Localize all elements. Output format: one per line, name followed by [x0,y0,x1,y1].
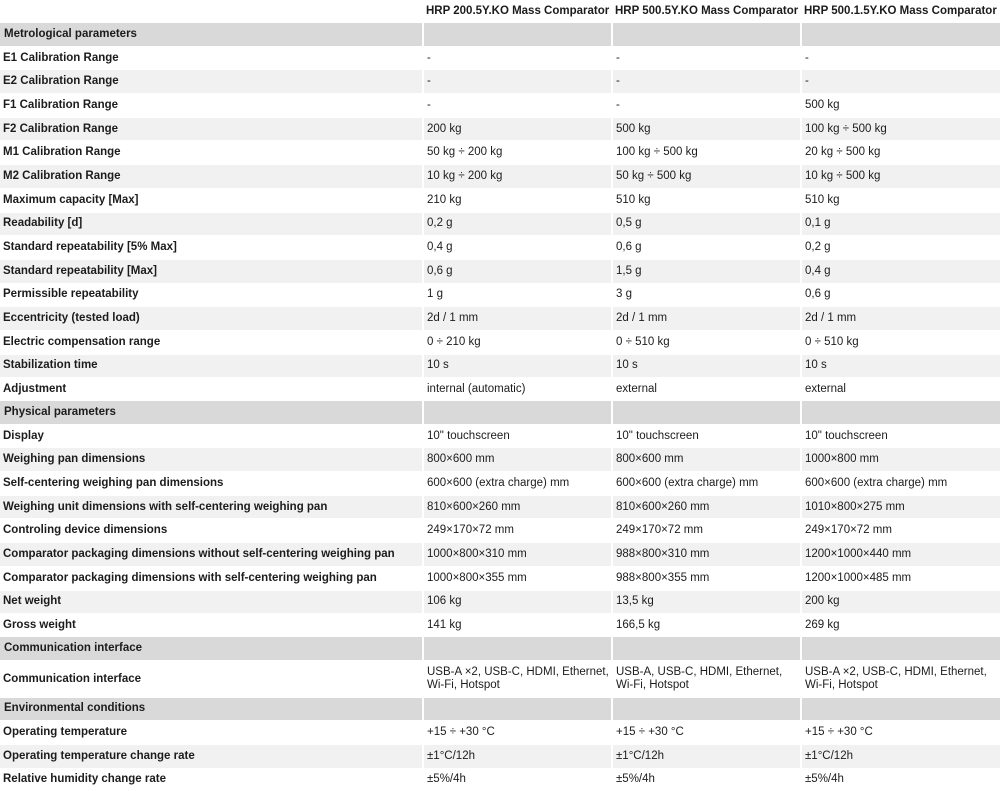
section-header-row [0,23,1000,46]
value-cell: 2d / 1 mm [613,306,802,330]
value-cell: USB-A ×2, USB-C, HDMI, Ethernet, Wi-Fi, Hotspot [802,660,1000,698]
value-cell: 500 kg [613,117,802,141]
value-cell: 800×600 mm [424,447,613,471]
table-row [0,188,1000,212]
table-row [0,471,1000,495]
table-row [0,283,1000,307]
row-label: Readability [d] [0,212,424,236]
table-row [0,117,1000,141]
value-cell: ±5%/4h [613,768,802,791]
value-cell: - [802,46,1000,70]
value-cell: 10" touchscreen [613,424,802,448]
value-cell: 269 kg [802,613,1000,637]
value-cell: 100 kg ÷ 500 kg [613,140,802,164]
row-label: Net weight [0,590,424,614]
row-label: Maximum capacity [Max] [0,188,424,212]
row-label: Comparator packaging dimensions with self-centering weighing pan [0,566,424,590]
value-cell: +15 ÷ +30 °C [802,720,1000,744]
value-cell: 10 kg ÷ 500 kg [802,164,1000,188]
row-label: Communication interface [0,660,424,698]
row-label: Comparator packaging dimensions without self-centering weighing pan [0,542,424,566]
value-cell: 249×170×72 mm [613,518,802,542]
value-cell: 500 kg [802,93,1000,117]
value-cell: 988×800×310 mm [613,542,802,566]
value-cell: 1010×800×275 mm [802,495,1000,519]
value-cell: 0,4 g [802,259,1000,283]
value-cell: ±1°C/12h [802,744,1000,768]
table-row [0,354,1000,378]
section-filler-cell [424,401,613,424]
row-label: Adjustment [0,377,424,401]
value-cell: 600×600 (extra charge) mm [613,471,802,495]
value-cell: 0,6 g [424,259,613,283]
value-cell: 0,6 g [802,283,1000,307]
value-cell: 13,5 kg [613,590,802,614]
header-row [0,0,1000,23]
section-title: Communication interface [0,637,424,660]
value-cell: 106 kg [424,590,613,614]
row-label: Display [0,424,424,448]
table-row [0,235,1000,259]
value-cell: USB-A ×2, USB-C, HDMI, Ethernet, Wi-Fi, Hotspot [424,660,613,698]
value-cell: 10 s [424,354,613,378]
value-cell: 0 ÷ 510 kg [802,330,1000,354]
row-label: Controling device dimensions [0,518,424,542]
section-header-row [0,698,1000,721]
column-header: HRP 500.1.5Y.KO Mass Comparator [802,0,1000,23]
value-cell: 2d / 1 mm [424,306,613,330]
value-cell: - [613,69,802,93]
row-label: Operating temperature [0,720,424,744]
section-header-row [0,401,1000,424]
value-cell: 249×170×72 mm [424,518,613,542]
value-cell: 10" touchscreen [424,424,613,448]
value-cell: 800×600 mm [613,447,802,471]
value-cell: 988×800×355 mm [613,566,802,590]
row-label: Standard repeatability [Max] [0,259,424,283]
value-cell: 510 kg [613,188,802,212]
value-cell: 10 s [802,354,1000,378]
value-cell: 10" touchscreen [802,424,1000,448]
section-title: Environmental conditions [0,698,424,721]
value-cell: - [424,93,613,117]
value-cell: 20 kg ÷ 500 kg [802,140,1000,164]
section-filler-cell [802,401,1000,424]
value-cell: 2d / 1 mm [802,306,1000,330]
table-row [0,768,1000,791]
table-row [0,495,1000,519]
value-cell: 600×600 (extra charge) mm [424,471,613,495]
table-row [0,447,1000,471]
value-cell: 141 kg [424,613,613,637]
table-row [0,69,1000,93]
row-label: Operating temperature change rate [0,744,424,768]
table-row [0,212,1000,236]
spec-table-body [0,23,1000,791]
value-cell: USB-A, USB-C, HDMI, Ethernet, Wi-Fi, Hotspot [613,660,802,698]
value-cell: 0,1 g [802,212,1000,236]
value-cell: 510 kg [802,188,1000,212]
value-cell: 50 kg ÷ 500 kg [613,164,802,188]
section-filler-cell [424,637,613,660]
value-cell: - [613,93,802,117]
table-row [0,424,1000,448]
value-cell: 0,6 g [613,235,802,259]
value-cell: external [802,377,1000,401]
value-cell: 1200×1000×485 mm [802,566,1000,590]
value-cell: 0 ÷ 510 kg [613,330,802,354]
table-row [0,744,1000,768]
table-row [0,518,1000,542]
value-cell: 600×600 (extra charge) mm [802,471,1000,495]
value-cell: 10 kg ÷ 200 kg [424,164,613,188]
table-row [0,590,1000,614]
section-filler-cell [424,698,613,721]
value-cell: ±1°C/12h [424,744,613,768]
value-cell: 210 kg [424,188,613,212]
value-cell: 810×600×260 mm [613,495,802,519]
value-cell: ±1°C/12h [613,744,802,768]
value-cell: - [424,46,613,70]
row-label: Weighing unit dimensions with self-centering weighing pan [0,495,424,519]
row-label: Gross weight [0,613,424,637]
row-label: E1 Calibration Range [0,46,424,70]
row-label: Permissible repeatability [0,283,424,307]
value-cell: 810×600×260 mm [424,495,613,519]
row-label: E2 Calibration Range [0,69,424,93]
value-cell: 0,4 g [424,235,613,259]
section-filler-cell [613,401,802,424]
table-row [0,720,1000,744]
value-cell: - [424,69,613,93]
section-title: Metrological parameters [0,23,424,46]
column-header: HRP 200.5Y.KO Mass Comparator [424,0,613,23]
table-row [0,93,1000,117]
table-row [0,140,1000,164]
row-label: Self-centering weighing pan dimensions [0,471,424,495]
row-label: M1 Calibration Range [0,140,424,164]
value-cell: 200 kg [802,590,1000,614]
value-cell: 1000×800×355 mm [424,566,613,590]
value-cell: 1,5 g [613,259,802,283]
value-cell: 0,2 g [802,235,1000,259]
value-cell: - [802,69,1000,93]
section-header-row [0,637,1000,660]
table-row [0,46,1000,70]
value-cell: 0,2 g [424,212,613,236]
row-label: M2 Calibration Range [0,164,424,188]
value-cell: 1200×1000×440 mm [802,542,1000,566]
row-label: F2 Calibration Range [0,117,424,141]
row-label: Weighing pan dimensions [0,447,424,471]
row-label: Standard repeatability [5% Max] [0,235,424,259]
value-cell: 1 g [424,283,613,307]
value-cell: ±5%/4h [424,768,613,791]
value-cell: +15 ÷ +30 °C [424,720,613,744]
table-row [0,164,1000,188]
value-cell: 200 kg [424,117,613,141]
table-row [0,306,1000,330]
row-label: Electric compensation range [0,330,424,354]
value-cell: 166,5 kg [613,613,802,637]
table-row [0,613,1000,637]
table-row [0,542,1000,566]
row-label: F1 Calibration Range [0,93,424,117]
table-row [0,330,1000,354]
value-cell: 3 g [613,283,802,307]
value-cell: 0 ÷ 210 kg [424,330,613,354]
row-label: Relative humidity change rate [0,768,424,791]
table-row [0,377,1000,401]
section-filler-cell [802,637,1000,660]
section-title: Physical parameters [0,401,424,424]
section-filler-cell [613,698,802,721]
table-row [0,566,1000,590]
value-cell: 249×170×72 mm [802,518,1000,542]
table-row [0,660,1000,698]
section-filler-cell [613,23,802,46]
value-cell: 50 kg ÷ 200 kg [424,140,613,164]
value-cell: 0,5 g [613,212,802,236]
header-empty-cell [0,0,424,23]
value-cell: 10 s [613,354,802,378]
table-row [0,259,1000,283]
column-header: HRP 500.5Y.KO Mass Comparator [613,0,802,23]
value-cell: +15 ÷ +30 °C [613,720,802,744]
section-filler-cell [802,698,1000,721]
value-cell: 100 kg ÷ 500 kg [802,117,1000,141]
value-cell: internal (automatic) [424,377,613,401]
row-label: Stabilization time [0,354,424,378]
value-cell: 1000×800 mm [802,447,1000,471]
value-cell: 1000×800×310 mm [424,542,613,566]
section-filler-cell [802,23,1000,46]
value-cell: ±5%/4h [802,768,1000,791]
value-cell: external [613,377,802,401]
value-cell: - [613,46,802,70]
row-label: Eccentricity (tested load) [0,306,424,330]
section-filler-cell [424,23,613,46]
section-filler-cell [613,637,802,660]
